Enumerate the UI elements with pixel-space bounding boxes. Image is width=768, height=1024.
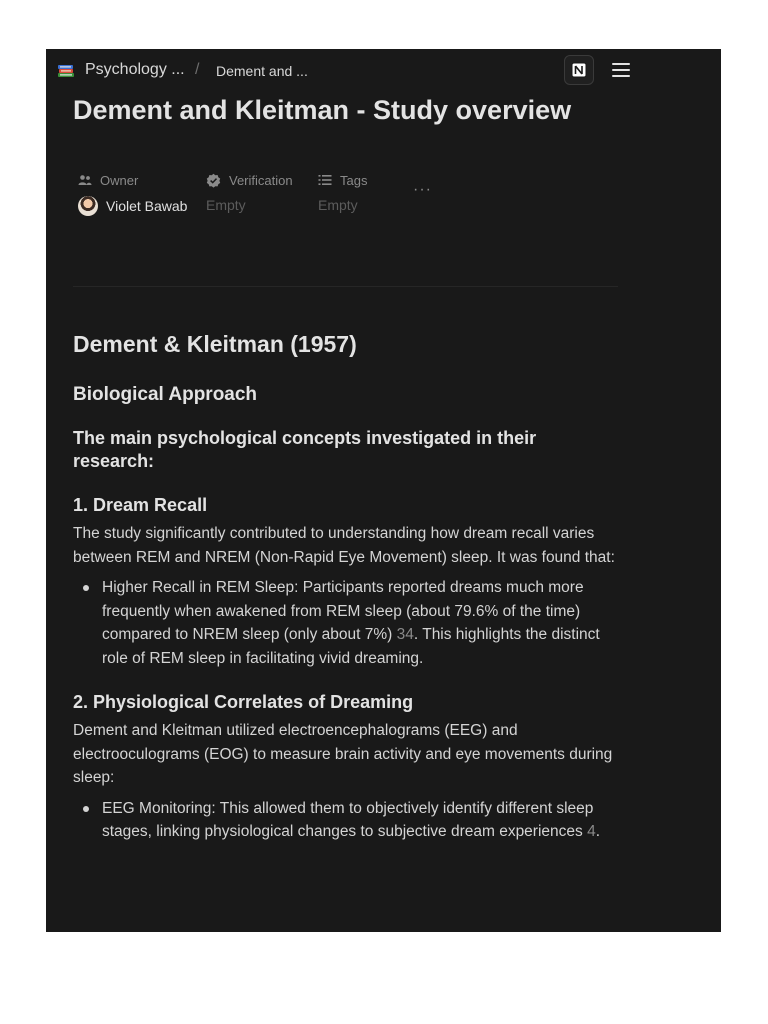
breadcrumb-page[interactable]: Dement and ... [216, 63, 308, 79]
heading-concepts: The main psychological concepts investigated in their research: [73, 428, 537, 471]
books-icon [56, 60, 76, 80]
breadcrumb-separator: / [195, 61, 200, 78]
list-item [73, 797, 618, 844]
avatar [78, 196, 98, 216]
more-properties-button[interactable]: ··· [413, 181, 432, 198]
citation-link[interactable]: 4 [587, 823, 596, 840]
citation-link[interactable]: 34 [396, 626, 414, 643]
verification-property[interactable] [206, 171, 293, 215]
heading-study: Dement & Kleitman (1957) [73, 331, 357, 357]
app-window [46, 49, 721, 932]
paragraph-dream-recall: The study significantly contributed to understanding how dream recall varies between REM and NREM (Non-Rapid Eye Movement) sleep. It was found that: [73, 525, 615, 566]
page-title: Dement and Kleitman - Study overview [73, 95, 572, 125]
heading-dream-recall: 1. Dream Recall [73, 495, 208, 515]
verification-label: Verification [229, 172, 293, 188]
verification-value: Empty [206, 197, 246, 213]
list-item [73, 576, 618, 670]
owner-property[interactable] [78, 171, 187, 215]
people-icon [78, 174, 92, 186]
heading-approach: Biological Approach [73, 384, 258, 405]
open-in-notion-button[interactable] [564, 55, 594, 85]
hamburger-menu-icon[interactable] [611, 61, 631, 79]
notion-logo-icon [571, 62, 587, 78]
bullet-text-tail: . This highlights the distinct role of REM sleep in facilitating vivid dreaming. [102, 626, 600, 667]
paragraph-physiological: Dement and Kleitman utilized electroencephalograms (EEG) and electrooculograms (EOG) to measure brain activity and eye movements during sleep: [73, 722, 613, 786]
document-body [73, 328, 618, 844]
owner-value: Violet Bawab [106, 198, 188, 214]
bullet-text: Higher Recall in REM Sleep: Participants reported dreams much more frequently when awakened from REM sleep (about 79.6% of the time) compared to NREM sleep (only about 7%) [102, 579, 584, 643]
top-bar [46, 49, 721, 93]
heading-physiological: 2. Physiological Correlates of Dreaming [73, 692, 414, 712]
page-properties [73, 171, 618, 241]
tags-property[interactable] [318, 171, 367, 215]
list-icon [318, 174, 332, 186]
owner-label: Owner [100, 172, 139, 188]
tags-value: Empty [318, 197, 358, 213]
verified-badge-icon [206, 173, 221, 188]
bullet-text: EEG Monitoring: This allowed them to objectively identify different sleep stages, linking physiological changes to subjective dream experiences [102, 799, 594, 840]
bullet-list [73, 797, 618, 844]
breadcrumb-workspace[interactable]: Psychology ... [85, 61, 185, 78]
divider [73, 286, 618, 287]
bullet-list [73, 576, 618, 670]
page-content [73, 93, 618, 840]
bullet-text-tail: . [595, 823, 601, 840]
tags-label: Tags [340, 172, 368, 188]
